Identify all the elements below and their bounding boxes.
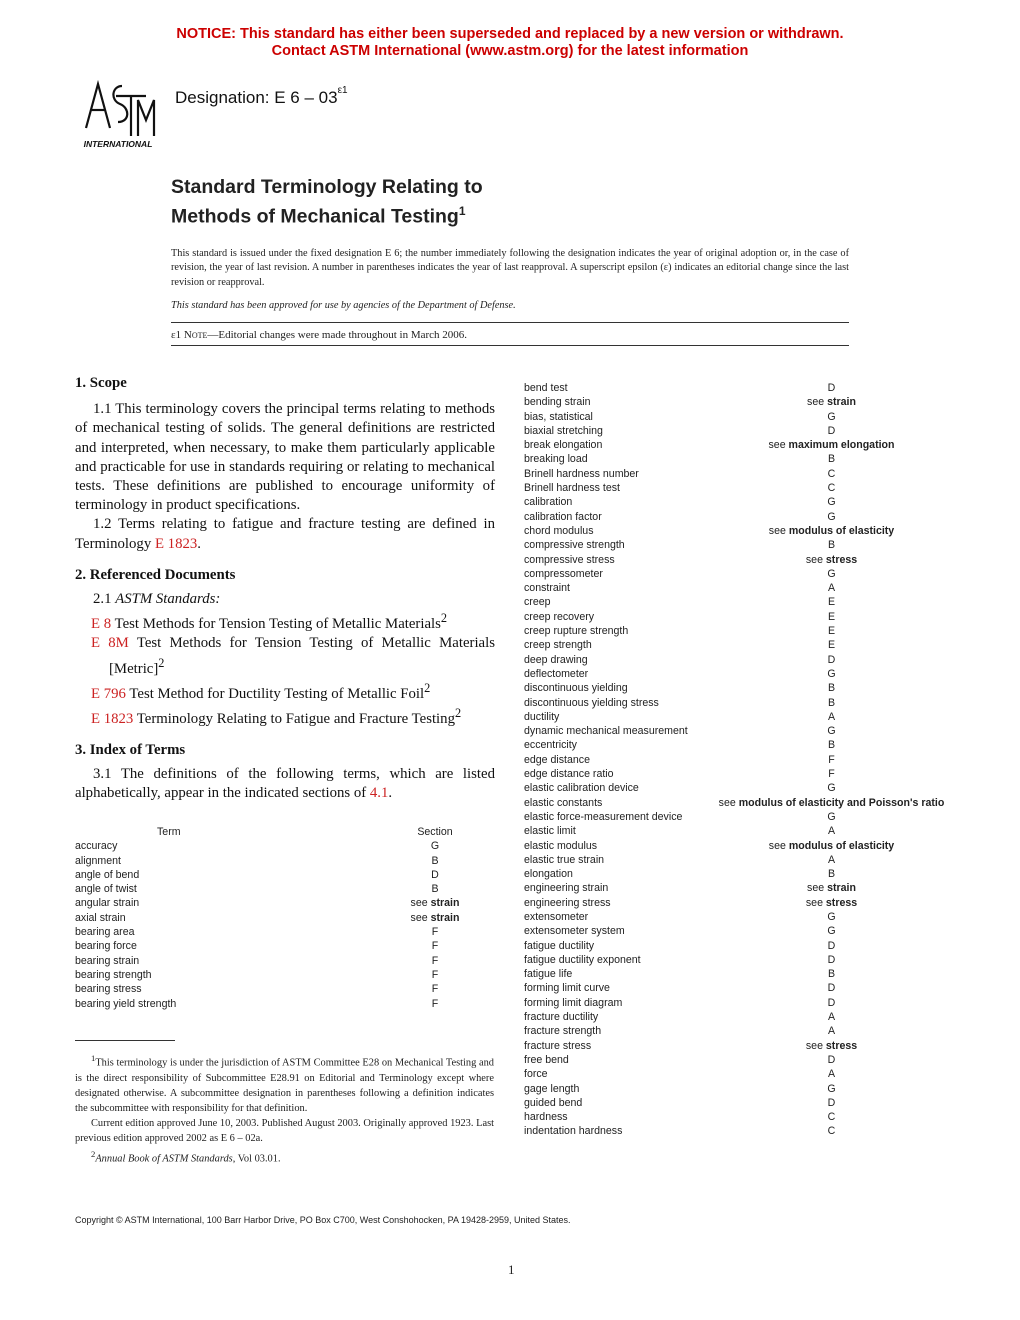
index-row (524, 867, 944, 881)
index-term: fracture strength (524, 1025, 602, 1038)
section-1-2-end: . (197, 535, 201, 552)
section-1-1: 1.1 This terminology covers the principal terms relating to methods of mechanical testing of solids. The general definitions are restricted and interpreted, when necessary, to make them particularly applicable and practicable for use in standards requiring or relating to mechanical tests. These definitions are published to encourage uniformity of terminology in product specifications. (75, 401, 495, 514)
index-term: bearing stress (75, 983, 142, 996)
index-section: D (827, 653, 836, 666)
index-term: extensometer system (524, 925, 625, 938)
index-section: see maximum elongation (768, 439, 895, 452)
index-row (524, 510, 944, 524)
footnote-1b: Current edition approved June 10, 2003. Published August 2003. Originally approved 1923. Last previous edition approved 2002 as E 6 – 02a. (75, 1118, 494, 1145)
index-term: bearing strength (75, 968, 152, 981)
index-row (524, 381, 944, 395)
ref-e796-link[interactable]: E 796 (91, 685, 126, 702)
section-1-2-text: 1.2 Terms relating to fatigue and fracture testing are defined in Terminology (75, 516, 495, 552)
index-row (524, 653, 944, 667)
index-row (524, 452, 944, 466)
index-section: E (827, 639, 836, 652)
index-section: G (430, 840, 440, 853)
index-term: elongation (524, 868, 573, 881)
editorial-note (171, 329, 467, 341)
index-term: bias, statistical (524, 410, 593, 423)
index-row (75, 896, 495, 910)
index-section: G (827, 925, 836, 938)
index-term: angular strain (75, 897, 140, 910)
index-section: C (827, 482, 836, 495)
index-row (75, 982, 495, 996)
index-term: dynamic mechanical measurement (524, 725, 688, 738)
reference-item (75, 609, 495, 634)
index-row (524, 1082, 944, 1096)
index-term: extensometer (524, 910, 589, 923)
ref-e8m-sup: 2 (158, 655, 165, 670)
title-footnote-mark: 1 (458, 204, 466, 218)
section-1-heading: 1. Scope (75, 375, 127, 391)
designation-label: Designation: E 6 – 03 (175, 88, 338, 107)
index-row (75, 997, 495, 1011)
index-row (75, 925, 495, 939)
index-section: E (827, 625, 836, 638)
e1823-link[interactable]: E 1823 (154, 535, 198, 552)
index-section: A (827, 1068, 836, 1081)
index-section: G (827, 725, 836, 738)
footnote-2-title: Annual Book of ASTM Standards (95, 1153, 233, 1165)
index-section: see strain (410, 897, 460, 910)
index-row (75, 939, 495, 953)
index-term: compressive strength (524, 539, 625, 552)
section-2-1-num: 2.1 (93, 591, 116, 608)
col-term-header: Term (157, 826, 181, 838)
index-row (524, 924, 944, 938)
index-section: D (827, 1053, 836, 1066)
title-line-2: Methods of Mechanical Testing (171, 205, 459, 228)
index-section: B (827, 968, 836, 981)
index-row (524, 667, 944, 681)
index-row (524, 481, 944, 495)
index-section: A (827, 1011, 836, 1024)
index-term: bending strain (524, 396, 591, 409)
index-row (524, 710, 944, 724)
index-row (524, 1067, 944, 1081)
index-row (524, 1053, 944, 1067)
index-section: G (827, 1082, 836, 1095)
index-section: B (827, 868, 836, 881)
index-term: bend test (524, 382, 568, 394)
index-section: B (827, 696, 836, 709)
index-section: see strain (807, 882, 856, 895)
index-term: chord modulus (524, 524, 594, 537)
index-section: D (827, 982, 836, 995)
footnote-1-text: This terminology is under the jurisdiction of ASTM Committee E28 on Mechanical Testing and is the direct responsibility of Subcommittee E28.91 on Editorial and Terminology except where designated otherwise. A subcommittee designation in parentheses following a definition indicates the subcommittee with responsibility for that definition. (75, 1057, 494, 1115)
index-section: A (827, 1025, 836, 1038)
divider-top (171, 322, 849, 323)
index-section: see stress (805, 553, 858, 566)
index-term: edge distance ratio (524, 768, 614, 781)
index-section: see stress (805, 896, 858, 909)
index-section: A (827, 582, 836, 595)
index-section: C (827, 1111, 836, 1124)
reference-item (75, 634, 495, 678)
index-section: D (827, 1096, 836, 1109)
index-row (524, 953, 944, 967)
index-term: elastic force-measurement device (524, 810, 683, 823)
right-index-table (524, 381, 944, 1139)
ref-e8-link[interactable]: E 8 (91, 616, 112, 633)
index-term: break elongation (524, 439, 603, 452)
index-row (524, 495, 944, 509)
index-term: elastic calibration device (524, 782, 639, 795)
ref-e1823-link[interactable]: E 1823 (91, 710, 134, 727)
index-row (524, 395, 944, 409)
ref-e8m-link[interactable]: E 8M (91, 635, 129, 652)
index-section: D (827, 996, 836, 1009)
index-term: creep strength (524, 639, 592, 652)
index-term: bearing strain (75, 954, 140, 967)
index-section: A (827, 853, 836, 866)
ref-e1823-sup: 2 (454, 705, 462, 720)
index-term: indentation hardness (524, 1125, 623, 1138)
ref-e8-sup: 2 (440, 611, 448, 626)
index-row (75, 968, 495, 982)
index-row (524, 595, 944, 609)
footnote-1 (75, 1051, 494, 1116)
index-term: breaking load (524, 453, 588, 466)
index-row (75, 954, 495, 968)
index-term: accuracy (75, 840, 118, 853)
index-section: F (828, 753, 835, 766)
index-section: G (827, 667, 836, 680)
index-row (524, 467, 944, 481)
index-section: F (431, 983, 439, 996)
index-term: elastic modulus (524, 839, 598, 852)
designation-superscript: ε1 (337, 85, 348, 97)
index-term: ductility (524, 710, 560, 723)
index-section: B (431, 854, 439, 867)
index-term: creep rupture strength (524, 625, 629, 638)
index-section: see modulus of elasticity (768, 524, 895, 537)
divider-bottom (171, 345, 849, 346)
index-term: deflectometer (524, 667, 589, 680)
index-section: F (431, 954, 439, 967)
index-section: G (827, 782, 836, 795)
index-section: F (431, 997, 439, 1010)
section-2-heading: 2. Referenced Documents (75, 566, 236, 583)
index-section: D (827, 953, 836, 966)
index-term: engineering stress (524, 896, 611, 909)
index-section: D (827, 939, 836, 952)
index-term: engineering strain (524, 882, 609, 895)
footnote-divider (75, 1040, 175, 1041)
index-section: G (827, 910, 836, 923)
index-row (524, 567, 944, 581)
footnote-1-mark: 1 (91, 1053, 96, 1063)
notice-banner (0, 26, 1020, 60)
index-section: G (827, 510, 836, 523)
ref-e8m-text: Test Methods for Tension Testing of Metallic Materials [Metric] (109, 635, 495, 677)
index-term: creep recovery (524, 610, 595, 623)
index-term: discontinuous yielding stress (524, 696, 659, 709)
index-row (75, 854, 495, 868)
index-row (524, 910, 944, 924)
index-section: F (431, 968, 439, 981)
index-section: B (827, 739, 836, 752)
index-row (524, 839, 944, 853)
index-row (524, 1110, 944, 1124)
index-row (524, 1024, 944, 1038)
index-row (524, 853, 944, 867)
index-section: C (827, 467, 836, 480)
index-term: fatigue ductility exponent (524, 953, 641, 966)
index-row (524, 824, 944, 838)
index-section: see modulus of elasticity and Poisson's ratio (718, 796, 945, 809)
notice-line-2: Contact ASTM International (www.astm.org) for the latest information (271, 43, 749, 59)
index-term: eccentricity (524, 739, 577, 752)
section-4-1-link[interactable]: 4.1 (369, 785, 389, 802)
index-row (524, 881, 944, 895)
index-term: fatigue life (524, 968, 573, 981)
editorial-note-label: Note (183, 329, 208, 341)
ref-e8-text: Test Methods for Tension Testing of Metallic Materials (111, 616, 441, 633)
index-term: angle of twist (75, 883, 137, 896)
index-term: discontinuous yielding (524, 682, 628, 695)
index-section: E (827, 610, 836, 623)
index-row (524, 1010, 944, 1024)
section-3-1-text: 3.1 The definitions of the following terms, which are listed alphabetically, appear in the indicated sections of (75, 766, 495, 802)
editorial-text: —Editorial changes were made throughout in March 2006. (207, 329, 468, 341)
index-row (75, 911, 495, 925)
intro-paragraph: This standard is issued under the fixed designation E 6; the number immediately following the designation indicates the year of original adoption or, in the case of revision, the year of last revision. A number in parentheses indicates the year of last reapproval. A superscript epsilon (ε) indicates an editorial change since the last revision or reapproval. (171, 248, 849, 288)
index-table-header (75, 825, 495, 839)
index-row (524, 896, 944, 910)
section-2-1-title: ASTM Standards: (115, 591, 221, 608)
index-row (524, 1124, 944, 1138)
index-row (524, 967, 944, 981)
index-term: alignment (75, 854, 121, 867)
index-term: creep (524, 596, 551, 609)
index-row (524, 581, 944, 595)
notice-line-1: NOTICE: This standard has either been superseded and replaced by a new version or withdrawn. (176, 26, 844, 42)
index-section: C (827, 1125, 836, 1138)
left-column (75, 374, 495, 804)
index-section: see stress (805, 1039, 858, 1052)
index-term: fracture ductility (524, 1011, 599, 1024)
index-section: B (431, 883, 439, 896)
index-section: A (827, 825, 836, 838)
index-term: biaxial stretching (524, 424, 603, 437)
index-row (524, 1096, 944, 1110)
index-row (524, 810, 944, 824)
index-term: deep drawing (524, 653, 588, 666)
index-row (524, 1039, 944, 1053)
index-term: compressometer (524, 567, 603, 580)
page-title (171, 175, 483, 229)
reference-item (75, 704, 495, 729)
index-row (524, 724, 944, 738)
index-term: bearing area (75, 926, 135, 939)
index-term: calibration (524, 496, 573, 509)
designation (175, 85, 348, 108)
index-row (524, 738, 944, 752)
index-row (75, 868, 495, 882)
page-number: 1 (508, 1262, 515, 1277)
index-row (524, 424, 944, 438)
index-term: free bend (524, 1053, 569, 1066)
index-term: constraint (524, 582, 570, 595)
col-section-header: Section (417, 826, 453, 838)
index-term: fatigue ductility (524, 939, 595, 952)
index-term: gage length (524, 1082, 580, 1095)
footnote-2-end: , Vol 03.01. (232, 1153, 281, 1165)
index-term: Brinell hardness number (524, 467, 639, 480)
index-term: elastic limit (524, 825, 576, 838)
ref-e1823-text: Terminology Relating to Fatigue and Fracture Testing (133, 710, 455, 727)
index-row (524, 538, 944, 552)
index-term: edge distance (524, 753, 590, 766)
index-term: force (524, 1068, 548, 1081)
astm-logo (76, 76, 160, 152)
index-row (524, 939, 944, 953)
index-term: bearing force (75, 940, 137, 953)
index-term: fracture stress (524, 1039, 592, 1052)
index-row (524, 410, 944, 424)
index-row (524, 553, 944, 567)
index-section: F (828, 768, 835, 781)
index-row (524, 681, 944, 695)
footnotes (75, 1051, 494, 1166)
section-3-1 (75, 765, 495, 803)
index-row (75, 882, 495, 896)
index-row (524, 981, 944, 995)
index-section: see strain (410, 911, 460, 924)
index-section: D (431, 868, 439, 881)
index-row (524, 638, 944, 652)
index-term: angle of bend (75, 868, 140, 881)
index-term: bearing yield strength (75, 997, 177, 1010)
index-section: B (827, 453, 836, 466)
index-row (524, 767, 944, 781)
index-row (524, 753, 944, 767)
index-term: axial strain (75, 911, 126, 924)
index-row (524, 696, 944, 710)
index-row (524, 438, 944, 452)
ref-e796-sup: 2 (424, 680, 431, 695)
title-line-1: Standard Terminology Relating to (171, 176, 483, 198)
index-section: D (827, 424, 836, 437)
index-section: E (827, 596, 836, 609)
index-section: A (827, 710, 836, 723)
index-term: forming limit curve (524, 982, 610, 995)
index-row (75, 839, 495, 853)
index-section: B (827, 682, 836, 695)
ref-e796-text: Test Method for Ductility Testing of Metallic Foil (125, 685, 425, 702)
dod-approval-note: This standard has been approved for use by agencies of the Department of Defense. (171, 300, 516, 311)
index-row (524, 624, 944, 638)
index-section: F (431, 940, 439, 953)
index-section: F (431, 926, 439, 939)
footnote-2-mark: 2 (91, 1148, 96, 1159)
index-row (524, 796, 944, 810)
index-row (524, 524, 944, 538)
index-section: G (827, 810, 836, 823)
index-section: G (827, 567, 836, 580)
index-section: G (827, 410, 836, 423)
index-term: Brinell hardness test (524, 482, 620, 495)
index-term: elastic true strain (524, 853, 605, 866)
footnote-2 (75, 1147, 494, 1167)
index-row (524, 996, 944, 1010)
index-section: see modulus of elasticity (768, 839, 895, 852)
index-term: forming limit diagram (524, 996, 623, 1009)
index-row (524, 781, 944, 795)
index-section: B (827, 539, 836, 552)
index-term: guided bend (524, 1096, 583, 1109)
index-section: see strain (807, 396, 856, 409)
index-section: D (827, 382, 836, 394)
index-term: calibration factor (524, 510, 602, 523)
editorial-mark: ε1 (171, 329, 182, 341)
index-term: elastic constants (524, 796, 603, 809)
index-section: G (827, 496, 836, 509)
left-index-table (75, 825, 495, 1011)
section-3-heading: 3. Index of Terms (75, 741, 186, 758)
logo-org-text: INTERNATIONAL (83, 139, 153, 149)
index-row (524, 610, 944, 624)
copyright-line: Copyright © ASTM International, 100 Barr Harbor Drive, PO Box C700, West Conshohocken, PA 19428-2959, United States. (75, 1215, 571, 1225)
section-2-1 (75, 590, 495, 609)
section-1-2 (75, 515, 495, 553)
index-term: hardness (524, 1111, 568, 1124)
reference-item (75, 679, 495, 704)
section-3-1-end: . (388, 785, 393, 802)
index-term: compressive stress (524, 553, 615, 566)
